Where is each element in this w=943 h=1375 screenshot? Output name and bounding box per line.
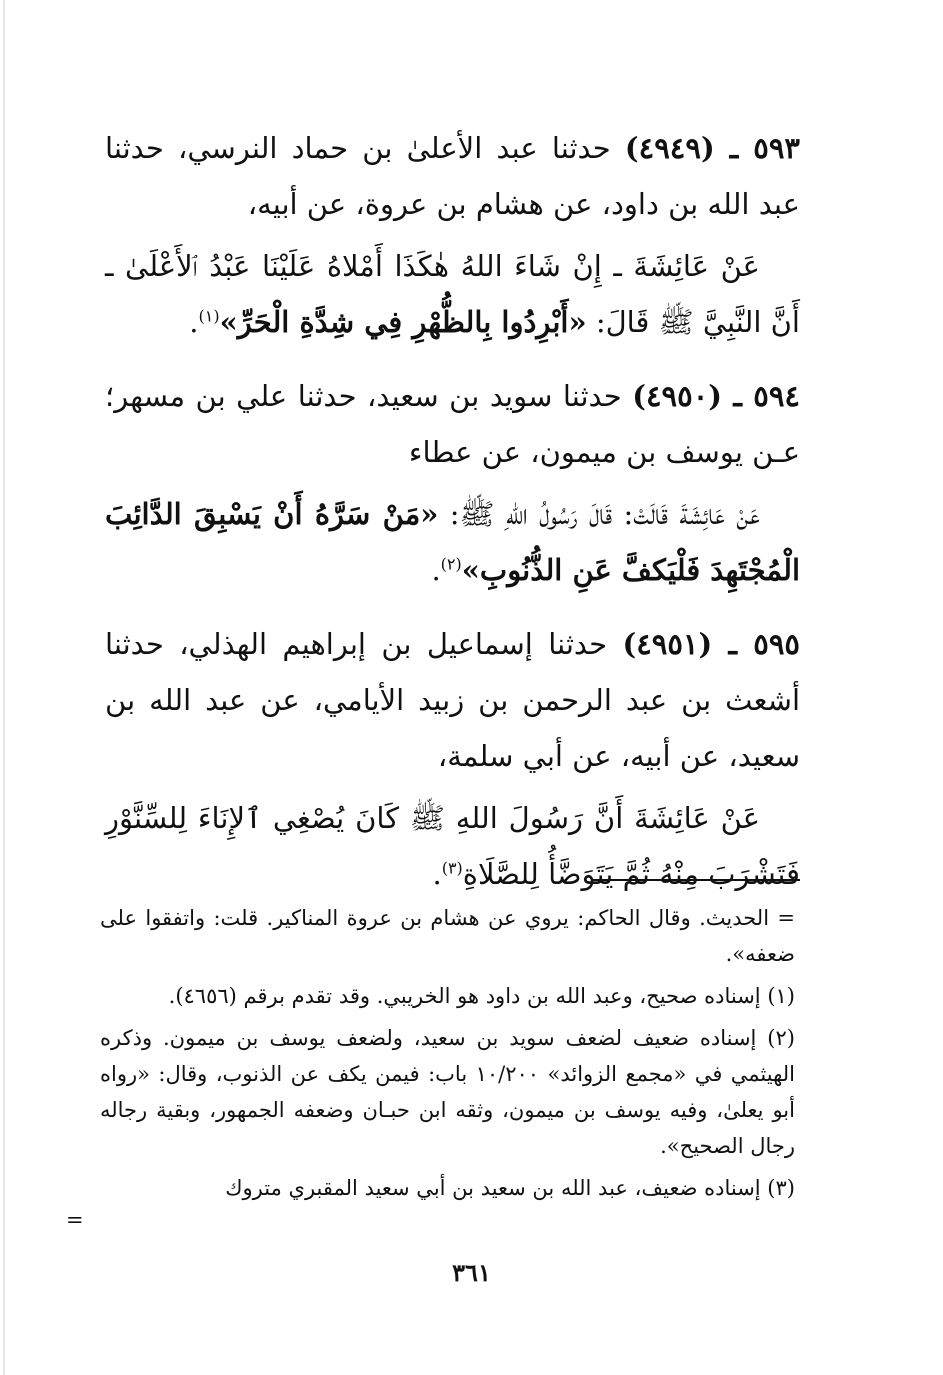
matn-text: عَنْ عَائِشَةَ ـ إِنْ شَاءَ اللهُ هٰكَذَا أَمْلاهُ عَلَيْنَا عَبْدُ ٱلأَعْلَىٰ ـ أَنَّ النَّبِيَّ ﷺ قَالَ: [105,249,800,339]
isnad [105,368,800,480]
matn [105,790,800,902]
hadith-number: ٥٩٤ ـ (٤٩٥٠) [632,379,801,413]
footnotes [100,900,795,1212]
isnad-text: حدثنا عبد الأعلىٰ بن حماد النرسي، حدثنا عبد الله بن داود، عن هشام بن عروة، عن أبيه، [105,131,800,221]
matn-text: عَنْ عَائِشَةَ قَالَتْ: قَالَ رَسُولُ اللهِ ﷺ: [438,497,760,531]
prophetic-quote: «أَبْرِدُوا بِالظُّهْرِ فِي شِدَّةِ الْحَرِّ» [219,305,587,339]
matn [105,486,800,598]
isnad-text: حدثنا إسماعيل بن إبراهيم الهذلي، حدثنا أشعث بن عبد الرحمن بن زبيد الأيامي، عن عبد الله بن سعيد، عن أبيه، عن أبي سلمة، [105,627,800,773]
footnote-continuation: = الحديث. وقال الحاكم: يروي عن هشام بن عروة المناكير. قلت: واتفقوا على ضعفه». [100,906,795,966]
footnote-3: (٣) إسناده ضعيف، عبد الله بن سعيد بن أبي سعيد المقبري متروك [225,1176,795,1200]
full-stop: . [431,553,441,587]
hadith-594 [105,368,800,598]
isnad [105,120,800,232]
main-text [105,120,800,920]
isnad [105,616,800,784]
isnad-text: حدثنا سويد بن سعيد، حدثنا علي بن مسهر؛ عـن يوسف بن ميمون، عن عطاء [105,379,800,469]
matn [105,238,800,350]
footnote-1: (١) إسناده صحيح، وعبد الله بن داود هو الخريبي. وقد تقدم برقم (٤٦٥٦). [168,984,795,1008]
footnote-ref: (٣) [441,858,463,878]
footnote-2: (٢) إسناده ضعيف لضعف سويد بن سعيد، ولضعف يوسف بن ميمون. وذكره الهيثمي في «مجمع الزوائد» ١٠/٢٠٠ باب: فيمن يكف عن الذنوب، وقال: «رواه أبو يعلىٰ، وفيه يوسف بن ميمون، وثقه ابن حبـان وضعفه الجمهور، وبقية رجاله رجال الصحيح». [100,1026,795,1158]
hadith-number: ٥٩٣ ـ (٤٩٤٩) [624,131,801,165]
full-stop: . [189,305,199,339]
hadith-593 [105,120,800,350]
hadith-595 [105,616,800,902]
matn-text: عَنْ عَائِشَةَ أَنَّ رَسُولَ اللهِ ﷺ كَانَ يُصْغِي ٱلإِنَاءَ لِلسِّنَّوْرِ فَتَشْرَبَ مِنْهُ ثُمَّ يَتَوَضَّأُ لِلصَّلَاةِ [105,801,800,891]
page-number: ٣٦١ [452,1258,491,1287]
prophetic-quote: «مَنْ سَرَّهُ أَنْ يَسْبِقَ الدَّائِبَ الْمُجْتَهِدَ فَلْيَكفَّ عَنِ الذُّنُوبِ» [105,497,800,587]
footnote-divider [592,879,800,881]
footnote-ref: (١) [198,306,220,326]
continuation-marker: = [66,1208,84,1232]
full-stop: . [432,857,442,891]
footnote-ref: (٢) [440,554,462,574]
hadith-number: ٥٩٥ ـ (٤٩٥١) [622,627,800,661]
scan-edge [3,0,5,1375]
